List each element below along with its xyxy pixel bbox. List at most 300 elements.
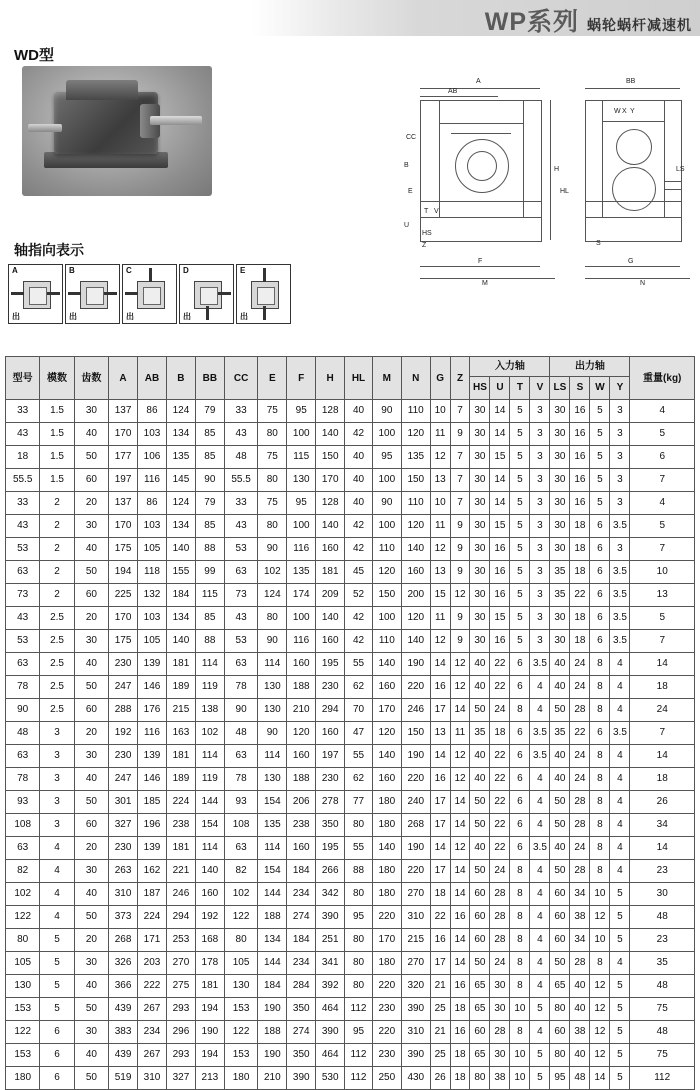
table-cell: 40 — [345, 446, 373, 469]
table-cell: 4 — [610, 952, 630, 975]
table-cell: 7 — [630, 630, 695, 653]
table-cell: 13 — [430, 561, 450, 584]
table-cell: 4 — [530, 676, 550, 699]
table-cell: 23 — [630, 929, 695, 952]
table-cell: 6 — [510, 653, 530, 676]
table-cell: 140 — [316, 515, 345, 538]
table-cell: 102 — [258, 561, 287, 584]
table-cell: 80 — [550, 998, 570, 1021]
table-cell: 210 — [287, 699, 316, 722]
axis-option-a-label: A — [12, 266, 18, 275]
table-cell: 38 — [490, 1067, 510, 1090]
table-cell: 124 — [166, 400, 195, 423]
table-cell: 230 — [372, 1044, 401, 1067]
dim-label-m: M — [482, 280, 488, 287]
table-cell: 160 — [287, 653, 316, 676]
table-cell: 188 — [287, 676, 316, 699]
table-cell: 14 — [430, 653, 450, 676]
table-cell: 82 — [224, 860, 258, 883]
axis-option-e — [236, 264, 291, 324]
dim-label-h: H — [554, 166, 560, 173]
axis-option-c — [122, 264, 177, 324]
table-cell: 16 — [450, 975, 470, 998]
table-cell: 128 — [316, 400, 345, 423]
table-cell: 86 — [138, 400, 167, 423]
table-row — [6, 607, 695, 630]
table-cell: 63 — [6, 653, 40, 676]
table-cell: 28 — [570, 814, 590, 837]
table-cell: 188 — [287, 768, 316, 791]
table-cell: 6 — [510, 814, 530, 837]
table-cell: 140 — [372, 653, 401, 676]
table-cell: 82 — [6, 860, 40, 883]
gearbox-photo — [22, 66, 212, 196]
table-cell: 100 — [287, 515, 316, 538]
table-cell: 190 — [258, 998, 287, 1021]
table-cell: 144 — [258, 883, 287, 906]
front-flange-line — [451, 133, 511, 134]
table-cell: 102 — [224, 883, 258, 906]
table-cell: 40 — [345, 492, 373, 515]
table-cell: 7 — [450, 446, 470, 469]
axis-option-d — [179, 264, 234, 324]
dim-label-x: X — [622, 108, 627, 115]
table-row — [6, 929, 695, 952]
table-cell: 373 — [109, 906, 138, 929]
table-cell: 247 — [109, 768, 138, 791]
table-cell: 50 — [74, 446, 108, 469]
table-cell: 30 — [470, 515, 490, 538]
table-cell: 43 — [6, 607, 40, 630]
table-cell: 30 — [490, 998, 510, 1021]
axis-a-sub-label: 出 — [12, 312, 20, 321]
table-cell: 3 — [530, 515, 550, 538]
table-cell: 65 — [470, 998, 490, 1021]
table-cell: 7 — [450, 469, 470, 492]
col-header-17: U — [490, 377, 510, 400]
dim-line-ab — [420, 96, 498, 97]
table-cell: 40 — [550, 768, 570, 791]
table-cell: 53 — [6, 538, 40, 561]
table-cell: 112 — [345, 1067, 373, 1090]
table-cell: 28 — [490, 1021, 510, 1044]
table-cell: 50 — [550, 952, 570, 975]
col-header-0: 型号 — [6, 357, 40, 400]
technical-drawings — [400, 70, 690, 290]
table-row — [6, 492, 695, 515]
table-cell: 18 — [630, 768, 695, 791]
table-cell: 220 — [401, 860, 430, 883]
dim-label-s: S — [596, 240, 601, 247]
table-cell: 42 — [345, 630, 373, 653]
table-cell: 4 — [610, 791, 630, 814]
table-cell: 7 — [450, 400, 470, 423]
table-cell: 155 — [166, 561, 195, 584]
table-cell: 95 — [287, 492, 316, 515]
table-cell: 8 — [510, 906, 530, 929]
table-cell: 3.5 — [610, 561, 630, 584]
table-cell: 88 — [345, 860, 373, 883]
side-top-cover — [602, 121, 664, 122]
table-cell: 192 — [109, 722, 138, 745]
table-cell: 16 — [570, 469, 590, 492]
table-cell: 310 — [138, 1067, 167, 1090]
table-cell: 390 — [316, 1021, 345, 1044]
table-row — [6, 446, 695, 469]
table-cell: 6 — [630, 446, 695, 469]
table-cell: 30 — [550, 630, 570, 653]
table-cell: 270 — [401, 883, 430, 906]
table-cell: 192 — [195, 906, 224, 929]
table-cell: 5 — [590, 492, 610, 515]
table-cell: 153 — [6, 998, 40, 1021]
table-cell: 137 — [109, 492, 138, 515]
axis-b-sub-label: 出 — [69, 312, 77, 321]
table-cell: 144 — [258, 952, 287, 975]
table-cell: 190 — [401, 745, 430, 768]
table-cell: 390 — [287, 1067, 316, 1090]
table-cell: 35 — [550, 722, 570, 745]
table-cell: 120 — [372, 561, 401, 584]
table-cell: 3.5 — [530, 653, 550, 676]
table-cell: 65 — [470, 1044, 490, 1067]
table-row — [6, 538, 695, 561]
table-cell: 10 — [430, 400, 450, 423]
table-cell: 42 — [345, 423, 373, 446]
table-cell: 40 — [470, 837, 490, 860]
table-cell: 3 — [610, 538, 630, 561]
table-cell: 116 — [138, 469, 167, 492]
table-cell: 230 — [372, 998, 401, 1021]
table-cell: 130 — [224, 975, 258, 998]
table-cell: 35 — [550, 584, 570, 607]
front-bore-circle-inner — [467, 151, 497, 181]
table-cell: 247 — [109, 676, 138, 699]
table-cell: 366 — [109, 975, 138, 998]
table-cell: 43 — [6, 515, 40, 538]
table-cell: 40 — [74, 768, 108, 791]
table-cell: 3 — [530, 538, 550, 561]
table-cell: 5 — [510, 515, 530, 538]
table-cell: 215 — [401, 929, 430, 952]
table-cell: 160 — [287, 837, 316, 860]
table-cell: 8 — [510, 975, 530, 998]
table-cell: 95 — [372, 446, 401, 469]
table-cell: 30 — [550, 423, 570, 446]
table-group-header-row — [6, 357, 695, 377]
table-cell: 3 — [530, 446, 550, 469]
table-row — [6, 975, 695, 998]
table-cell: 11 — [450, 722, 470, 745]
table-cell: 5 — [530, 998, 550, 1021]
table-cell: 140 — [195, 860, 224, 883]
table-cell: 190 — [401, 653, 430, 676]
table-cell: 2.5 — [40, 653, 74, 676]
table-cell: 180 — [372, 791, 401, 814]
dim-line-m2 — [585, 278, 690, 279]
col-header-6: BB — [195, 357, 224, 400]
table-cell: 8 — [510, 1021, 530, 1044]
table-cell: 4 — [610, 768, 630, 791]
table-cell: 341 — [316, 952, 345, 975]
table-cell: 48 — [630, 1021, 695, 1044]
table-cell: 30 — [550, 515, 570, 538]
table-cell: 4 — [530, 699, 550, 722]
table-cell: 154 — [195, 814, 224, 837]
table-cell: 2.5 — [40, 699, 74, 722]
table-cell: 60 — [470, 883, 490, 906]
table-cell: 80 — [345, 929, 373, 952]
table-cell: 40 — [345, 469, 373, 492]
table-cell: 128 — [316, 492, 345, 515]
table-cell: 342 — [316, 883, 345, 906]
table-cell: 50 — [74, 998, 108, 1021]
table-cell: 4 — [610, 837, 630, 860]
dim-line-a — [420, 88, 540, 89]
table-cell: 40 — [550, 676, 570, 699]
table-cell: 6 — [590, 515, 610, 538]
table-cell: 160 — [316, 630, 345, 653]
table-cell: 28 — [490, 883, 510, 906]
table-row — [6, 837, 695, 860]
table-cell: 4 — [610, 653, 630, 676]
table-cell: 4 — [610, 814, 630, 837]
table-cell: 224 — [138, 906, 167, 929]
table-cell: 9 — [450, 607, 470, 630]
table-cell: 103 — [138, 607, 167, 630]
table-cell: 274 — [287, 1021, 316, 1044]
table-cell: 78 — [224, 768, 258, 791]
table-cell: 80 — [345, 883, 373, 906]
axis-d-shaft-down — [206, 306, 209, 320]
table-cell: 144 — [195, 791, 224, 814]
table-row — [6, 515, 695, 538]
table-cell: 30 — [74, 952, 108, 975]
table-cell: 10 — [510, 1067, 530, 1090]
table-cell: 40 — [470, 653, 490, 676]
table-cell: 225 — [109, 584, 138, 607]
table-cell: 246 — [166, 883, 195, 906]
table-cell: 38 — [570, 906, 590, 929]
table-cell: 116 — [287, 538, 316, 561]
table-cell: 24 — [570, 676, 590, 699]
side-left-wall — [602, 101, 603, 217]
table-cell: 90 — [372, 492, 401, 515]
table-cell: 9 — [450, 515, 470, 538]
table-cell: 122 — [6, 1021, 40, 1044]
table-cell: 4 — [530, 768, 550, 791]
table-row — [6, 768, 695, 791]
table-cell: 80 — [470, 1067, 490, 1090]
table-cell: 24 — [630, 699, 695, 722]
table-cell: 90 — [6, 699, 40, 722]
table-cell: 439 — [109, 998, 138, 1021]
table-cell: 392 — [316, 975, 345, 998]
table-cell: 20 — [74, 929, 108, 952]
table-cell: 12 — [590, 975, 610, 998]
table-cell: 105 — [6, 952, 40, 975]
table-cell: 16 — [490, 584, 510, 607]
table-cell: 5 — [40, 975, 74, 998]
table-cell: 184 — [287, 929, 316, 952]
table-cell: 33 — [224, 492, 258, 515]
table-cell: 80 — [258, 469, 287, 492]
axis-d-sub-label: 出 — [183, 312, 191, 321]
table-cell: 224 — [166, 791, 195, 814]
table-cell: 189 — [166, 768, 195, 791]
table-cell: 189 — [166, 676, 195, 699]
table-cell: 18 — [570, 607, 590, 630]
table-cell: 50 — [74, 1067, 108, 1090]
axis-c-sub-label: 出 — [126, 312, 134, 321]
table-cell: 190 — [195, 1021, 224, 1044]
table-cell: 18 — [6, 446, 40, 469]
table-cell: 63 — [224, 745, 258, 768]
axis-e-body — [251, 281, 279, 309]
table-cell: 60 — [74, 469, 108, 492]
table-cell: 3 — [610, 423, 630, 446]
table-cell: 79 — [195, 492, 224, 515]
table-cell: 48 — [224, 722, 258, 745]
table-cell: 40 — [570, 1044, 590, 1067]
table-cell: 5 — [610, 975, 630, 998]
table-cell: 293 — [166, 1044, 195, 1067]
table-cell: 154 — [258, 860, 287, 883]
table-cell: 12 — [430, 446, 450, 469]
table-cell: 120 — [401, 423, 430, 446]
table-cell: 175 — [109, 630, 138, 653]
table-row — [6, 1021, 695, 1044]
table-cell: 24 — [490, 952, 510, 975]
dim-line-f — [420, 266, 540, 267]
col-header-23: Y — [610, 377, 630, 400]
table-cell: 2.5 — [40, 630, 74, 653]
dim-label-a: A — [476, 78, 481, 85]
series-title: WP系列 — [484, 8, 579, 36]
table-row — [6, 423, 695, 446]
table-cell: 270 — [401, 952, 430, 975]
table-cell: 160 — [195, 883, 224, 906]
table-cell: 130 — [258, 676, 287, 699]
table-cell: 464 — [316, 998, 345, 1021]
table-cell: 160 — [372, 768, 401, 791]
table-cell: 25 — [430, 1044, 450, 1067]
table-cell: 34 — [570, 929, 590, 952]
table-cell: 22 — [570, 722, 590, 745]
table-row — [6, 584, 695, 607]
table-cell: 95 — [287, 400, 316, 423]
table-cell: 12 — [450, 584, 470, 607]
table-cell: 14 — [450, 929, 470, 952]
col-header-12: M — [372, 357, 401, 400]
table-cell: 50 — [550, 814, 570, 837]
table-cell: 180 — [372, 952, 401, 975]
table-cell: 42 — [345, 607, 373, 630]
table-cell: 140 — [372, 837, 401, 860]
table-cell: 150 — [401, 469, 430, 492]
table-cell: 20 — [74, 722, 108, 745]
table-cell: 327 — [166, 1067, 195, 1090]
table-cell: 2 — [40, 584, 74, 607]
table-cell: 130 — [258, 699, 287, 722]
table-cell: 45 — [345, 561, 373, 584]
table-cell: 4 — [530, 1021, 550, 1044]
table-cell: 110 — [372, 538, 401, 561]
table-cell: 12 — [590, 906, 610, 929]
table-cell: 246 — [401, 699, 430, 722]
table-cell: 326 — [109, 952, 138, 975]
table-cell: 14 — [450, 952, 470, 975]
table-cell: 95 — [550, 1067, 570, 1090]
table-cell: 310 — [401, 906, 430, 929]
table-cell: 80 — [6, 929, 40, 952]
table-cell: 140 — [166, 630, 195, 653]
table-cell: 134 — [166, 423, 195, 446]
table-cell: 350 — [287, 998, 316, 1021]
table-cell: 18 — [450, 998, 470, 1021]
table-cell: 170 — [109, 423, 138, 446]
table-cell: 180 — [224, 1067, 258, 1090]
dim-label-bb: BB — [626, 78, 636, 85]
table-cell: 40 — [74, 1044, 108, 1067]
table-cell: 139 — [138, 837, 167, 860]
axis-option-e-label: E — [240, 266, 246, 275]
table-cell: 206 — [287, 791, 316, 814]
table-cell: 120 — [401, 515, 430, 538]
model-title: WD型 — [14, 47, 54, 64]
table-cell: 5 — [630, 607, 695, 630]
table-cell: 28 — [570, 952, 590, 975]
table-cell: 132 — [138, 584, 167, 607]
table-cell: 170 — [316, 469, 345, 492]
front-foot-line — [421, 217, 541, 218]
table-cell: 50 — [470, 952, 490, 975]
table-cell: 140 — [401, 630, 430, 653]
table-cell: 5 — [510, 469, 530, 492]
table-cell: 3.5 — [610, 515, 630, 538]
drawing-front-view — [420, 100, 542, 242]
table-cell: 194 — [109, 561, 138, 584]
table-cell: 114 — [258, 653, 287, 676]
table-cell: 430 — [401, 1067, 430, 1090]
table-cell: 5 — [610, 929, 630, 952]
table-cell: 8 — [510, 699, 530, 722]
table-cell: 10 — [630, 561, 695, 584]
table-cell: 22 — [490, 837, 510, 860]
table-cell: 278 — [316, 791, 345, 814]
front-right-wall — [523, 101, 524, 217]
table-cell: 5 — [510, 630, 530, 653]
table-cell: 22 — [490, 814, 510, 837]
table-row — [6, 653, 695, 676]
table-cell: 8 — [590, 814, 610, 837]
front-top-cover — [439, 123, 523, 124]
table-cell: 174 — [287, 584, 316, 607]
table-cell: 221 — [166, 860, 195, 883]
table-cell: 2 — [40, 515, 74, 538]
table-cell: 73 — [6, 584, 40, 607]
side-right-wall — [664, 101, 665, 217]
table-cell: 116 — [138, 722, 167, 745]
table-cell: 130 — [287, 469, 316, 492]
table-cell: 170 — [109, 607, 138, 630]
table-cell: 294 — [166, 906, 195, 929]
table-cell: 22 — [490, 791, 510, 814]
table-cell: 120 — [287, 722, 316, 745]
table-cell: 153 — [6, 1044, 40, 1067]
table-cell: 42 — [345, 538, 373, 561]
table-cell: 14 — [450, 791, 470, 814]
